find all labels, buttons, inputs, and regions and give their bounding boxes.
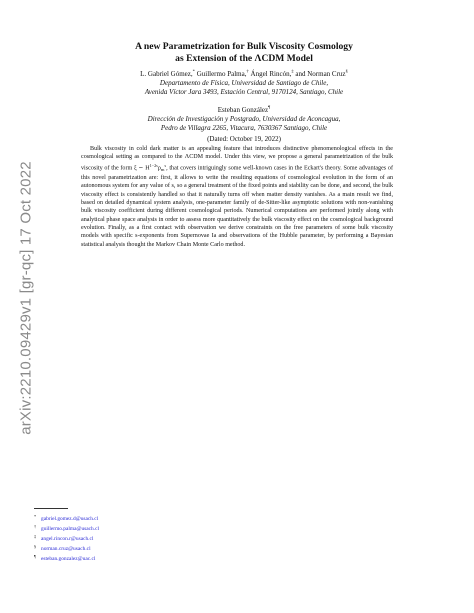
footnote-mark: § (34, 544, 37, 549)
email-link[interactable]: guillermo.palma@usach.cl (41, 525, 99, 532)
arxiv-identifier: arXiv:2210.09429v1 [gr-qc] 17 Oct 2022 (17, 161, 35, 435)
author-block-2 (70, 106, 418, 133)
footnote-mark: ‡ (34, 534, 37, 539)
footnote-palma (34, 523, 99, 533)
author-mark: ‡ (291, 68, 294, 74)
author-mark: * (192, 68, 195, 74)
footnotes (34, 513, 99, 563)
author-gomez: L. Gabriel Gómez, (140, 70, 193, 78)
paper-title (96, 41, 392, 65)
footnote-mark: ¶ (34, 554, 36, 559)
title-line-1: A new Parametrization for Bulk Viscosity Cosmology (135, 41, 353, 52)
author-block (70, 70, 418, 97)
abstract-subscript: m (160, 166, 165, 172)
author-cruz: and Norman Cruz (295, 70, 346, 78)
affiliation-2: Dirección de Investigación y Postgrado, Universidad de Aconcagua, (147, 115, 341, 123)
footnote-mark: † (34, 524, 37, 529)
title-line-2: as Extension of the ΛCDM Model (175, 53, 313, 64)
author-list-2 (70, 106, 418, 115)
footnote-mark: * (34, 514, 37, 519)
email-link[interactable]: esteban.gonzalez@uac.cl (41, 555, 96, 562)
email-link[interactable]: angel.rincon.r@usach.cl (41, 535, 94, 542)
footnote-rincon (34, 533, 99, 543)
abstract-rho: ρ (157, 165, 161, 172)
footnote-gonzalez (34, 553, 99, 563)
email-link[interactable]: norman.cruz@usach.cl (41, 545, 91, 552)
email-link[interactable]: gabriel.gomez.d@usach.cl (41, 515, 99, 522)
affiliation-1: Departamento de Física, Universidad de Santiago de Chile, (159, 79, 329, 87)
footnote-rule (34, 508, 68, 509)
author-palma: Guillermo Palma, (196, 70, 247, 78)
address-1: Avenida Víctor Jara 3493, Estación Central, 9170124, Santiago, Chile (144, 88, 344, 96)
abstract (81, 145, 393, 249)
author-gonzalez: Esteban González (217, 106, 269, 114)
abstract-part-2: , that covers intriguingly some well-known cases in the Eckart's theory. Some advantages of this novel parametrization are: first, it allows to write the resulting equations of cosmological evolution in the form of an autonomous system for any value of s, so a general treatment of the fixed points and stability can be done, and second, the bulk viscosity effect is consistently handled so that it naturally turns off when matter density vanishes. As a main result we find, based on detailed dynamical system analysis, one-parameter family of de-Sitter-like asymptotic solutions with non-vanishing bulk viscosity coefficient during different cosmological periods. Numerical computations are performed jointly along with analytical phase space analysis in order to assess more quantitatively the bulk viscosity effect on the cosmological background evolution. Finally, as a first contact with observation we derive constraints on the free parameters of some bulk viscosity models with specific s-exponents from Supernovae Ia and observations of the Hubble parameter, by performing a Bayesian statistical analysis thought the Markov Chain Monte Carlo method. (81, 165, 393, 248)
footnote-gomez (34, 513, 99, 523)
address-2: Pedro de Villagra 2265, Vitacura, 7630367 Santiago, Chile (160, 124, 328, 132)
author-mark: ¶ (268, 104, 271, 110)
author-mark: † (246, 68, 249, 74)
abstract-part-1: Bulk viscosity in cold dark matter is an appealing feature that introduces distinctive phenomenological effects in the cosmological setting as compared to the ΛCDM model. Under this view, we propose a general parametrization of the bulk viscosity of the form ξ ∼ H (81, 146, 393, 172)
author-rincon: Ángel Rincón, (250, 70, 292, 78)
footnote-cruz (34, 543, 99, 553)
abstract-s-exponent: s (164, 162, 167, 168)
abstract-exponent: 1−2s (149, 162, 158, 168)
author-mark: § (345, 68, 348, 74)
author-list (70, 70, 418, 79)
dated-line: (Dated: October 19, 2022) (207, 135, 281, 143)
